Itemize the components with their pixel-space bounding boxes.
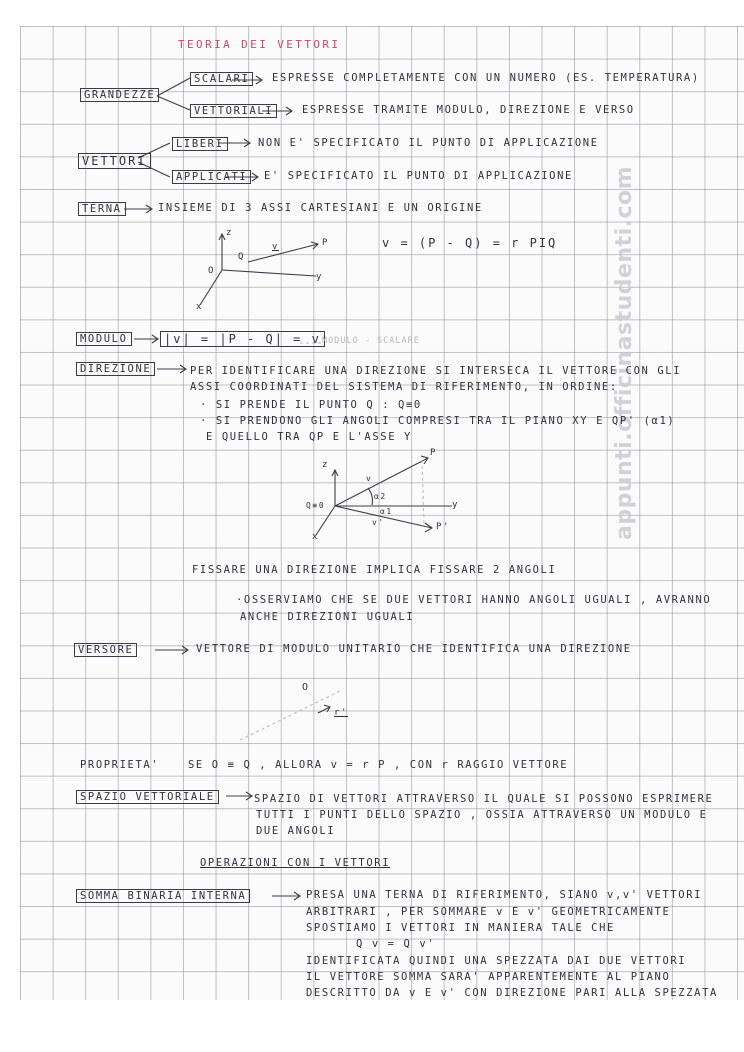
d2-v1: v'	[372, 518, 385, 527]
def-terna: INSIEME DI 3 ASSI CARTESIANI E UN ORIGINE	[158, 202, 483, 214]
label-somma-binaria: SOMMA BINARIA INTERNA	[76, 889, 250, 903]
somma-line3: SPOSTIAMO I VETTORI IN MANIERA TALE CHE	[306, 922, 615, 934]
label-applicati: APPLICATI	[172, 170, 251, 184]
somma-line5: IL VETTORE SOMMA SARA' APPARENTEMENTE AL PIANO	[306, 971, 671, 983]
direzione-bullet2: · SI PRENDONO GLI ANGOLI COMPRESI TRA IL PIANO XY E QP' (α1)	[200, 415, 676, 427]
def-versore: VETTORE DI MODULO UNITARIO CHE IDENTIFICA UNA DIREZIONE	[196, 643, 632, 655]
watermark: appunti.officinastudenti.com	[612, 165, 637, 540]
formula-modulo: |v| = |P - Q| = v	[160, 331, 325, 347]
d1-x: x	[196, 302, 204, 312]
versore-o: O	[302, 682, 310, 693]
somma-line6: DESCRITTO DA v E v' CON DIREZIONE PARI ALLA SPEZZATA	[306, 987, 718, 999]
label-modulo: MODULO	[76, 332, 132, 346]
def-scalari: ESPRESSE COMPLETAMENTE CON UN NUMERO (ES. TEMPERATURA)	[272, 72, 700, 84]
direzione-line1: PER IDENTIFICARE UNA DIREZIONE SI INTERSECA IL VETTORE CON GLI	[190, 365, 682, 377]
osservazione-line1: ·OSSERVIAMO CHE SE DUE VETTORI HANNO ANGOLI UGUALI , AVRANNO	[236, 594, 712, 606]
fissare-text: FISSARE UNA DIREZIONE IMPLICA FISSARE 2 ANGOLI	[192, 564, 557, 576]
spazio-line2: TUTTI I PUNTI DELLO SPAZIO , OSSIA ATTRAVERSO UN MODULO E	[256, 809, 708, 821]
somma-line2: ARBITRARI , PER SOMMARE v E v' GEOMETRICAMENTE	[306, 906, 671, 918]
d1-p: P	[322, 238, 330, 248]
d2-p: P	[430, 448, 438, 458]
direzione-bullet1: · SI PRENDE IL PUNTO Q : Q≡0	[200, 399, 422, 411]
spazio-line1: SPAZIO DI VETTORI ATTRAVERSO IL QUALE SI POSSONO ESPRIMERE	[254, 793, 714, 805]
d2-a2: α2	[374, 492, 387, 501]
d2-origin: Q≡0	[306, 501, 326, 510]
d2-a1: α1	[380, 507, 393, 516]
versore-symbol: r'	[334, 708, 349, 718]
label-spazio-vettoriale: SPAZIO VETTORIALE	[76, 790, 219, 804]
arrow-somma	[272, 892, 300, 900]
arrow-versore	[155, 646, 188, 654]
def-liberi: NON E' SPECIFICATO IL PUNTO DI APPLICAZIONE	[258, 137, 599, 149]
label-scalari: SCALARI	[190, 72, 253, 86]
d1-o: O	[208, 266, 216, 276]
label-vettoriali: VETTORIALI	[190, 104, 277, 118]
label-grandezze: GRANDEZZE	[80, 88, 159, 102]
somma-line1: PRESA UNA TERNA DI RIFERIMENTO, SIANO v,v' VETTORI	[306, 889, 703, 901]
d1-q: Q	[238, 252, 246, 262]
d1-y: y	[316, 272, 324, 282]
def-applicati: E' SPECIFICATO IL PUNTO DI APPLICAZIONE	[264, 170, 573, 182]
arrow-terna	[124, 205, 152, 213]
page-title: TEORIA DEI VETTORI	[178, 38, 341, 51]
note-modulo: MODULO - SCALARE	[322, 336, 420, 346]
proprieta-text: SE O ≡ Q , ALLORA v = r P , CON r RAGGIO VETTORE	[188, 759, 569, 771]
d2-x: x	[312, 532, 320, 542]
operazioni-title: OPERAZIONI CON I VETTORI	[200, 857, 391, 869]
d2-v: v	[366, 474, 373, 483]
formula-v-pq: v = (P - Q) = r PIQ	[382, 236, 558, 250]
brace-line-scalari	[157, 78, 190, 96]
d2-p1: P'	[436, 522, 451, 532]
somma-formula: Q v = Q v'	[356, 938, 436, 950]
somma-line4: IDENTIFICATA QUINDI UNA SPEZZATA DAI DUE VETTORI	[306, 955, 687, 967]
arrow-modulo	[134, 335, 158, 343]
label-vettori: VETTORI	[78, 153, 151, 169]
spazio-line3: DUE ANGOLI	[256, 825, 336, 837]
d1-v: v	[272, 242, 280, 252]
label-liberi: LIBERI	[172, 137, 228, 151]
brace-line-vettoriali	[157, 96, 190, 110]
direzione-bullet2b: E QUELLO TRA QP E L'ASSE Y	[206, 431, 412, 443]
direzione-line2: ASSI COORDINATI DEL SISTEMA DI RIFERIMENTO, IN ORDINE:	[190, 381, 618, 393]
d2-y: y	[452, 500, 460, 510]
label-proprieta: PROPRIETA'	[80, 759, 160, 771]
arrow-spazio	[226, 792, 252, 800]
arrow-direzione	[157, 365, 186, 373]
label-direzione: DIREZIONE	[76, 362, 155, 376]
d2-z: z	[322, 460, 330, 470]
label-terna: TERNA	[78, 202, 126, 216]
d1-z: z	[226, 228, 234, 238]
label-versore: VERSORE	[74, 643, 137, 657]
osservazione-line2: ANCHE DIREZIONI UGUALI	[240, 611, 415, 623]
def-vettoriali: ESPRESSE TRAMITE MODULO, DIREZIONE E VERSO	[302, 104, 635, 116]
